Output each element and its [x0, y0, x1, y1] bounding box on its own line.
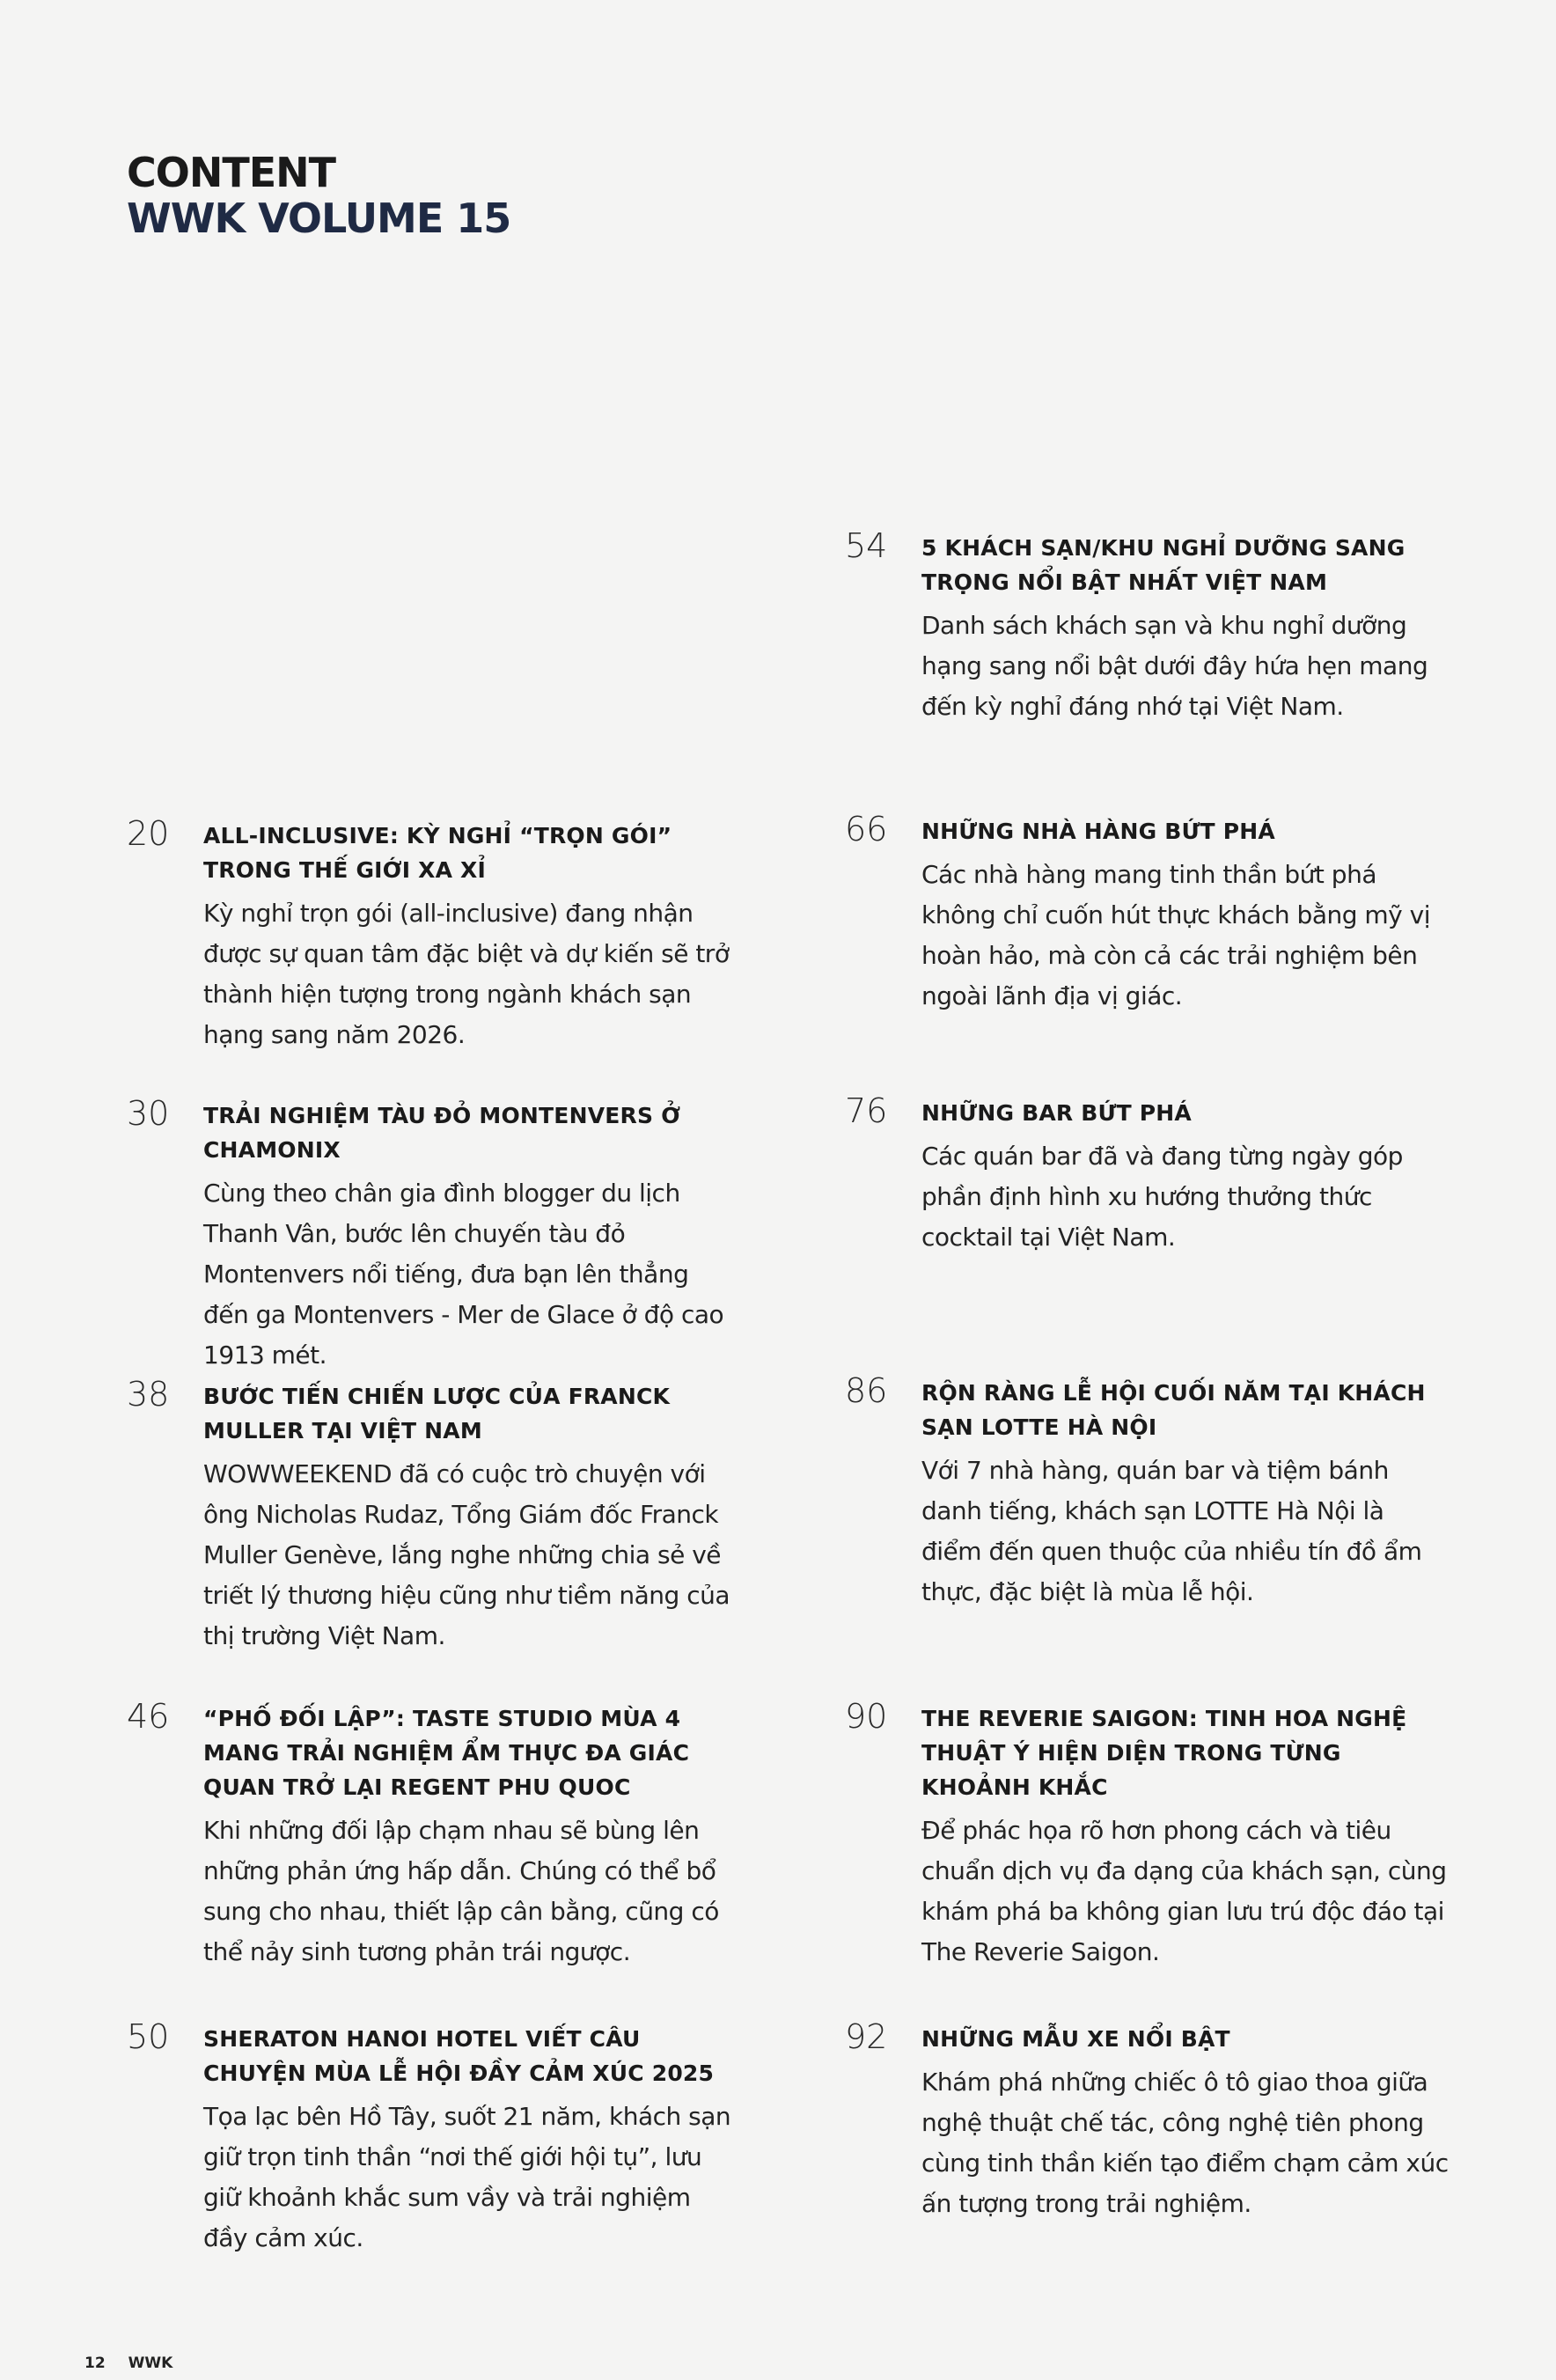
title-volume: WWK VOLUME 15 — [127, 195, 511, 242]
toc-entry-76[interactable] — [845, 1091, 1452, 1258]
toc-entry-50[interactable] — [127, 2017, 734, 2259]
entry-description: Kỳ nghỉ trọn gói (all-inclusive) đang nhận được sự quan tâm đặc biệt và dự kiến sẽ trở thành hiện tượng trong ngành khách sạn hạng sang năm 2026. — [203, 899, 730, 1049]
entry-description: Khám phá những chiếc ô tô giao thoa giữa nghệ thuật chế tác, công nghệ tiên phong cùng tinh thần kiến tạo điểm chạm cảm xúc ấn tượng trong trải nghiệm. — [921, 2068, 1449, 2218]
entry-title: NHỮNG MẪU XE NỔI BẬT — [921, 2026, 1230, 2052]
entry-description: Để phác họa rõ hơn phong cách và tiêu chuẩn dịch vụ đa dạng của khách sạn, cùng khám phá ba không gian lưu trú độc đáo tại The Reverie Saigon. — [921, 1816, 1447, 1966]
entry-description: Tọa lạc bên Hồ Tây, suốt 21 năm, khách sạn giữ trọn tinh thần “nơi thế giới hội tụ”, lưu giữ khoảnh khắc sum vầy và trải nghiệm đầy cảm xúc. — [203, 2102, 731, 2252]
entry-title: “PHỐ ĐỐI LẬP”: TASTE STUDIO MÙA 4 MANG TRẢI NGHIỆM ẨM THỰC ĐA GIÁC QUAN TRỞ LẠI REGENT PHU QUOC — [203, 1706, 690, 1800]
page-number: 30 — [127, 1094, 170, 1133]
entry-description: Các nhà hàng mang tinh thần bứt phá không chỉ cuốn hút thực khách bằng mỹ vị hoàn hảo, mà còn cả các trải nghiệm bên ngoài lãnh địa vị giác. — [921, 860, 1430, 1010]
entry-title: TRẢI NGHIỆM TÀU ĐỎ MONTENVERS Ở CHAMONIX — [203, 1103, 681, 1163]
entry-description: WOWWEEKEND đã có cuộc trò chuyện với ông Nicholas Rudaz, Tổng Giám đốc Franck Muller Genève, lắng nghe những chia sẻ về triết lý thương hiệu cũng như tiềm năng của thị trường Việt Nam. — [203, 1459, 730, 1650]
entry-title: NHỮNG NHÀ HÀNG BỨT PHÁ — [921, 819, 1275, 844]
page-number: 86 — [845, 1371, 888, 1410]
entry-title: 5 KHÁCH SẠN/KHU NGHỈ DƯỠNG SANG TRỌNG NỔI BẬT NHẤT VIỆT NAM — [921, 535, 1406, 595]
toc-entry-92[interactable] — [845, 2017, 1452, 2224]
toc-entry-20[interactable] — [127, 814, 734, 1055]
entry-title: ALL-INCLUSIVE: KỲ NGHỈ “TRỌN GÓI” TRONG THẾ GIỚI XA XỈ — [203, 823, 672, 883]
entry-description: Khi những đối lập chạm nhau sẽ bùng lên những phản ứng hấp dẫn. Chúng có thể bổ sung cho nhau, thiết lập cân bằng, cũng có thể nảy sinh tương phản trái ngược. — [203, 1816, 719, 1966]
page-footer — [84, 2354, 195, 2372]
footer-brand: WWK — [128, 2354, 173, 2372]
page-number: 46 — [127, 1697, 170, 1736]
page-number: 90 — [845, 1697, 888, 1736]
page-number: 20 — [127, 814, 170, 853]
toc-entry-30[interactable] — [127, 1094, 734, 1376]
page-number: 66 — [845, 810, 888, 848]
page-title — [127, 150, 510, 241]
entry-description: Các quán bar đã và đang từng ngày góp phần định hình xu hướng thưởng thức cocktail tại Việt Nam. — [921, 1142, 1403, 1252]
page-number: 76 — [845, 1091, 888, 1130]
toc-entry-66[interactable] — [845, 810, 1452, 1017]
toc-entry-54[interactable] — [845, 526, 1452, 727]
footer-page-number: 12 — [84, 2354, 106, 2372]
page-number: 54 — [845, 526, 888, 565]
page-number: 38 — [127, 1375, 170, 1414]
entry-title: SHERATON HANOI HOTEL VIẾT CÂU CHUYỆN MÙA LỄ HỘI ĐẦY CẢM XÚC 2025 — [203, 2026, 715, 2086]
entry-title: RỘN RÀNG LỄ HỘI CUỐI NĂM TẠI KHÁCH SẠN LOTTE HÀ NỘI — [921, 1380, 1426, 1440]
entry-title: BƯỚC TIẾN CHIẾN LƯỢC CỦA FRANCK MULLER TẠI VIỆT NAM — [203, 1384, 671, 1443]
page-number: 92 — [845, 2017, 888, 2056]
toc-entry-38[interactable] — [127, 1375, 734, 1656]
toc-entry-90[interactable] — [845, 1697, 1452, 1972]
entry-description: Danh sách khách sạn và khu nghỉ dưỡng hạng sang nổi bật dưới đây hứa hẹn mang đến kỳ nghỉ đáng nhớ tại Việt Nam. — [921, 611, 1428, 721]
toc-entry-86[interactable] — [845, 1371, 1452, 1612]
toc-entry-46[interactable] — [127, 1697, 734, 1972]
title-content: CONTENT — [127, 149, 336, 196]
entry-title: THE REVERIE SAIGON: TINH HOA NGHỆ THUẬT Ý HIỆN DIỆN TRONG TỪNG KHOẢNH KHẮC — [921, 1706, 1407, 1800]
page-number: 50 — [127, 2017, 170, 2056]
entry-description: Với 7 nhà hàng, quán bar và tiệm bánh danh tiếng, khách sạn LOTTE Hà Nội là điểm đến quen thuộc của nhiều tín đồ ẩm thực, đặc biệt là mùa lễ hội. — [921, 1456, 1422, 1606]
entry-title: NHỮNG BAR BỨT PHÁ — [921, 1100, 1192, 1126]
entry-description: Cùng theo chân gia đình blogger du lịch Thanh Vân, bước lên chuyến tàu đỏ Montenvers nổi tiếng, đưa bạn lên thẳng đến ga Montenvers - Mer de Glace ở độ cao 1913 mét. — [203, 1179, 724, 1370]
